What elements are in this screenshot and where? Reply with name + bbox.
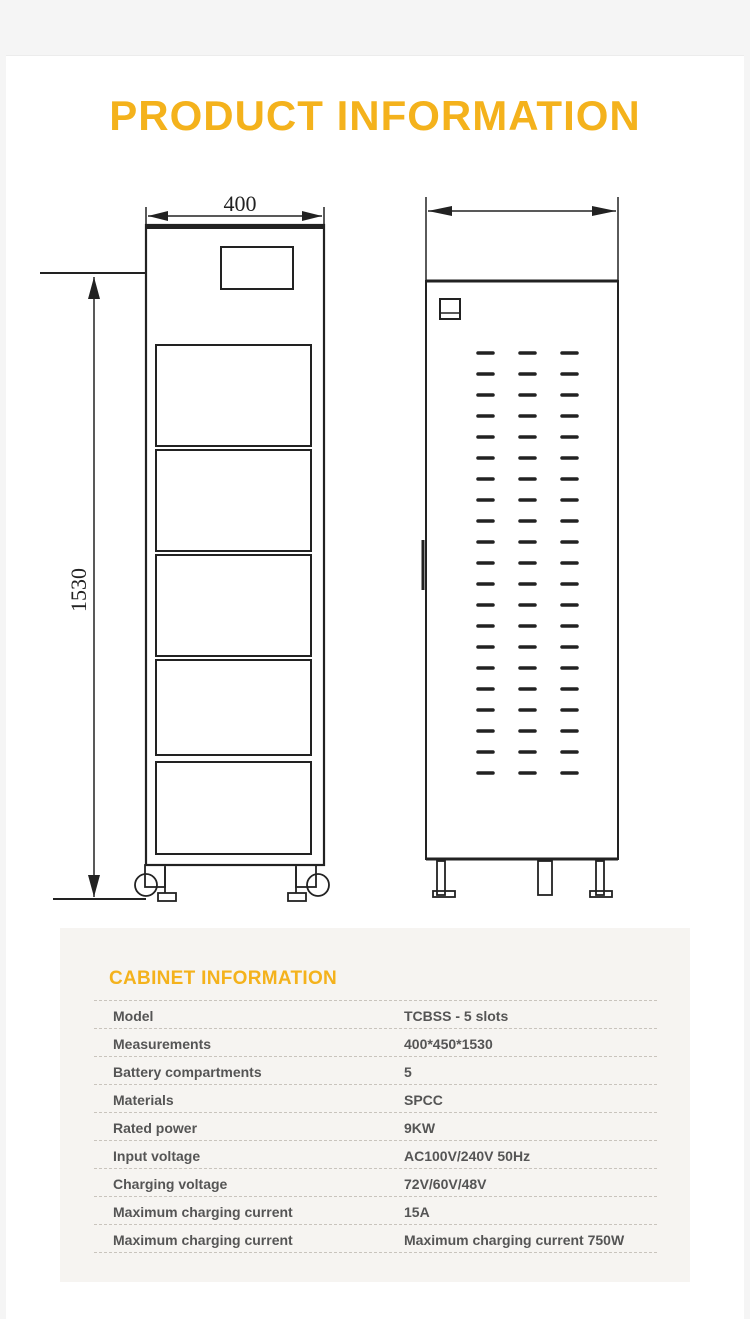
- spec-value-max-charging-current-2: Maximum charging current 750W: [404, 1232, 625, 1248]
- side-view: [423, 197, 618, 897]
- spec-value-charging-voltage: 72V/60V/48V: [404, 1176, 487, 1192]
- top-band: [0, 0, 750, 56]
- spec-label-materials: Materials: [113, 1092, 174, 1108]
- front-left-caster: [135, 865, 176, 901]
- spec-row: [94, 1057, 657, 1085]
- height-dimension-label: 1530: [66, 568, 91, 612]
- compartment-door: [156, 345, 311, 446]
- spec-row: [94, 1141, 657, 1169]
- spec-label-max-charging-current-2: Maximum charging current: [113, 1232, 293, 1248]
- compartment-door: [156, 762, 311, 854]
- compartment-door: [156, 555, 311, 656]
- side-middle-leg: [538, 861, 552, 895]
- spec-value-measurements: 400*450*1530: [404, 1036, 493, 1052]
- spec-row: [94, 1085, 657, 1113]
- spec-row: [94, 1169, 657, 1197]
- spec-table: [94, 1000, 657, 1253]
- spec-label-battery-compartments: Battery compartments: [113, 1064, 262, 1080]
- vent-slots: [478, 353, 577, 773]
- spec-label-charging-voltage: Charging voltage: [113, 1176, 228, 1192]
- compartment-door: [156, 660, 311, 755]
- side-left-leg: [433, 861, 455, 897]
- spec-label-max-charging-current: Maximum charging current: [113, 1204, 293, 1220]
- spec-value-battery-compartments: 5: [404, 1064, 412, 1080]
- spec-label-model: Model: [113, 1008, 154, 1024]
- spec-value-max-charging-current: 15A: [404, 1204, 430, 1220]
- spec-label-measurements: Measurements: [113, 1036, 212, 1052]
- compartment-door: [156, 450, 311, 551]
- spec-value-input-voltage: AC100V/240V 50Hz: [404, 1148, 531, 1164]
- side-right-leg: [590, 861, 612, 897]
- front-right-caster: [288, 865, 329, 901]
- front-view: [40, 191, 329, 901]
- spec-row: [94, 1001, 657, 1029]
- spec-row: [94, 1225, 657, 1253]
- spec-row: [94, 1113, 657, 1141]
- cabinet-drawing: [0, 185, 750, 915]
- spec-value-rated-power: 9KW: [404, 1120, 436, 1136]
- spec-label-input-voltage: Input voltage: [113, 1148, 201, 1164]
- spec-row: [94, 1029, 657, 1057]
- spec-label-rated-power: Rated power: [113, 1120, 198, 1136]
- width-dimension-label: 400: [223, 191, 257, 216]
- spec-value-materials: SPCC: [404, 1092, 443, 1108]
- page-title: PRODUCT INFORMATION: [109, 92, 641, 139]
- spec-row: [94, 1197, 657, 1225]
- cabinet-info-panel: [60, 928, 690, 1282]
- cabinet-info-title: CABINET INFORMATION: [109, 968, 338, 989]
- spec-value-model: TCBSS - 5 slots: [404, 1008, 509, 1024]
